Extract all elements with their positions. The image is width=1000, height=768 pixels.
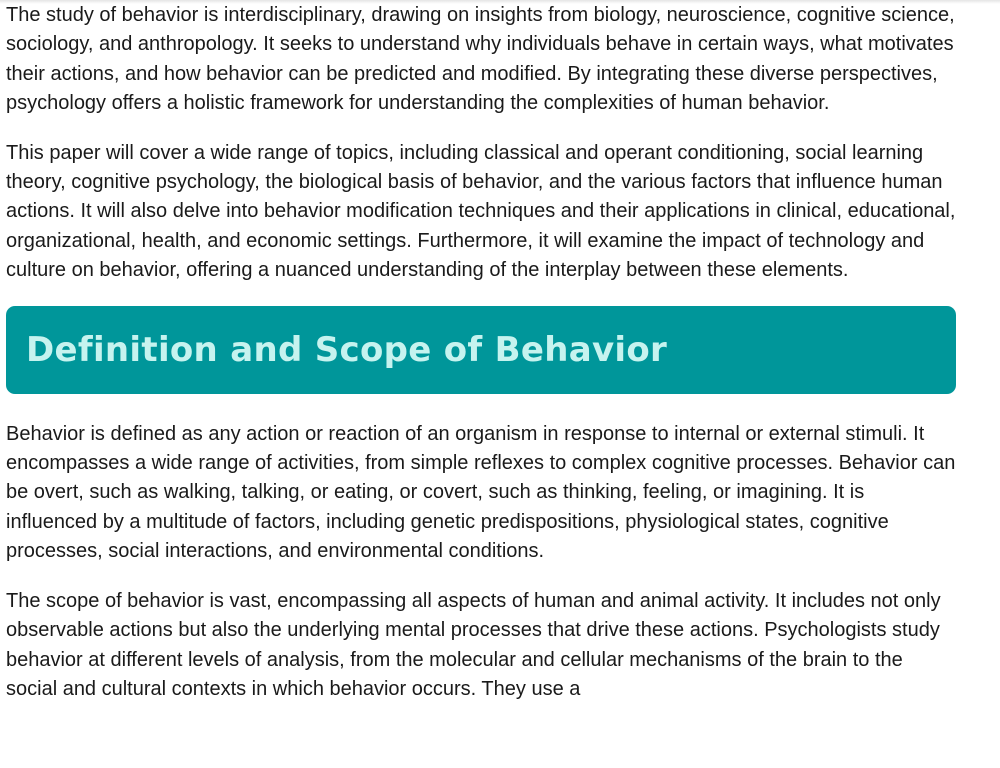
section-header-banner — [6, 306, 956, 394]
section-paragraph-1: Behavior is defined as any action or reaction of an organism in response to internal or external stimuli. It encompasses a wide range of activities, from simple reflexes to complex cognitive processes. Behavior can be overt, such as walking, talking, or eating, or covert, such as thinking, feeling, or imagining. It is influenced by a multitude of factors, including genetic predispositions, physiological states, cognitive processes, social interactions, and environmental conditions. — [6, 422, 956, 563]
intro-paragraph-2: This paper will cover a wide range of topics, including classical and operant conditioning, social learning theory, cognitive psychology, the biological basis of behavior, and the various factors that influence human actions. It will also delve into behavior modification techniques and their applications in clinical, educational, organizational, health, and economic settings. Furthermore, it will examine the impact of technology and culture on behavior, offering a nuanced understanding of the interplay between these elements. — [6, 141, 956, 282]
intro-paragraph-1: The study of behavior is interdisciplinary, drawing on insights from biology, neuroscience, cognitive science, sociology, and anthropology. It seeks to understand why individuals behave in certain ways, what motivates their actions, and how behavior can be predicted and modified. By integrating these diverse perspectives, psychology offers a holistic framework for understanding the complexities of human behavior. — [6, 4, 955, 115]
section-paragraph-2: The scope of behavior is vast, encompassing all aspects of human and animal activity. It includes not only observable actions but also the underlying mental processes that drive these actions. Psychologists study behavior at different levels of analysis, from the molecular and cellular mechanisms of the brain to the social and cultural contexts in which behavior occurs. They use a — [6, 589, 941, 700]
document-content — [6, 1, 956, 724]
section-title: Definition and Scope of Behavior — [26, 329, 668, 370]
